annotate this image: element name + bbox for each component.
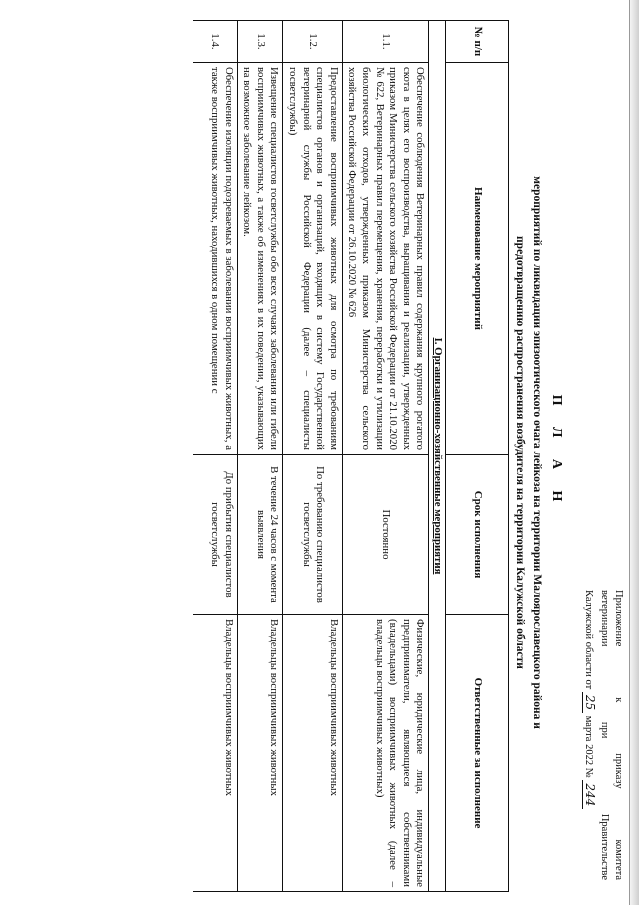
- plan-title: П Л А Н: [549, 394, 564, 511]
- appendix-line-1: Приложение к приказу комитета: [613, 590, 624, 880]
- section-row: [429, 21, 446, 892]
- row-activity: Извещение специалистов госветслужбы обо всех случаях заболевания или гибели восприимчивых животных, а также об изменениях в их поведении, указывающих на возможное заболевание лейкозом.: [237, 63, 283, 455]
- table-row: [237, 21, 283, 892]
- row-responsible: Владельцы восприимчивых животных: [193, 615, 238, 892]
- table-row: [283, 21, 342, 892]
- row-responsible: Физические, юридические лица, индивидуальные предприниматели, являющиеся собственниками (владельцами) восприимчивых животных (далее – владельцы восприимчивых животных): [342, 615, 429, 892]
- plan-subtitle-line-2: предотвращению распространения возбудителя на территории Калужской области: [514, 236, 526, 669]
- section-heading: [429, 21, 446, 892]
- section-heading-text: I. Организационно-хозяйственные мероприятия: [432, 337, 444, 575]
- row-number: 1.4.: [193, 21, 238, 63]
- header-responsible: Ответственные за исполнение: [446, 615, 509, 892]
- appendix-day-handwritten: 25: [582, 692, 597, 713]
- row-deadline: До прибытия специалистов госветслужбы: [193, 455, 238, 615]
- appendix-line-2: ветеринарии при Правительстве: [599, 590, 610, 880]
- row-responsible: Владельцы восприимчивых животных: [237, 615, 283, 892]
- appendix-date-prefix: Калужской области от: [583, 590, 594, 690]
- row-deadline: По требованию специалистов госветслужбы: [283, 455, 342, 615]
- row-activity: Обеспечение соблюдения Ветеринарных правил содержания крупного рогатого скота в целях его воспроизводства, выращивания и реализации, утвержденных приказом Министерства сельского хозяйства Российской Федерации от 21.10.2020 № 622, Ветеринарных правил перемещения, хранения, переработки и утилизации биологических отходов, утвержденных приказом Министерства сельского хозяйства Российской Федерации от 26.10.2020 № 626: [342, 63, 429, 455]
- row-activity: Обеспечение изоляции подозреваемых в заболевании восприимчивых животных, а также восприимчивых животных, находившихся в одном помещении с: [193, 63, 238, 455]
- row-number: 1.2.: [283, 21, 342, 63]
- table-header-row: [446, 21, 509, 892]
- plan-table: [193, 20, 509, 892]
- appendix-number-handwritten: 244: [582, 780, 597, 809]
- plan-subtitle-line-1: мероприятий по ликвидации эпизоотического очага лейкоза на территории Малоярославецкого района и: [531, 176, 543, 729]
- row-deadline: В течение 24 часов с момента выявления: [237, 455, 283, 615]
- header-deadline: Срок исполнения: [446, 455, 509, 615]
- header-number: № п/п: [446, 21, 509, 63]
- row-number: 1.1.: [342, 21, 429, 63]
- row-activity: Предоставление восприимчивых животных для осмотра по требованиям специалистов органов и организаций, входящих в систему Государственной ветеринарной службы Российской Федерации (далее – специалисты госветслужбы): [283, 63, 342, 455]
- table-row: [342, 21, 429, 892]
- appendix-line-3: [581, 590, 597, 880]
- row-number: 1.3.: [237, 21, 283, 63]
- appendix-date-middle: марта 2022 №: [583, 715, 594, 778]
- header-activity-name: Наименование мероприятий: [446, 63, 509, 455]
- appendix-note: [581, 590, 625, 880]
- row-deadline: Постоянно: [342, 455, 429, 615]
- row-responsible: Владельцы восприимчивых животных: [283, 615, 342, 892]
- table-row: [193, 21, 238, 892]
